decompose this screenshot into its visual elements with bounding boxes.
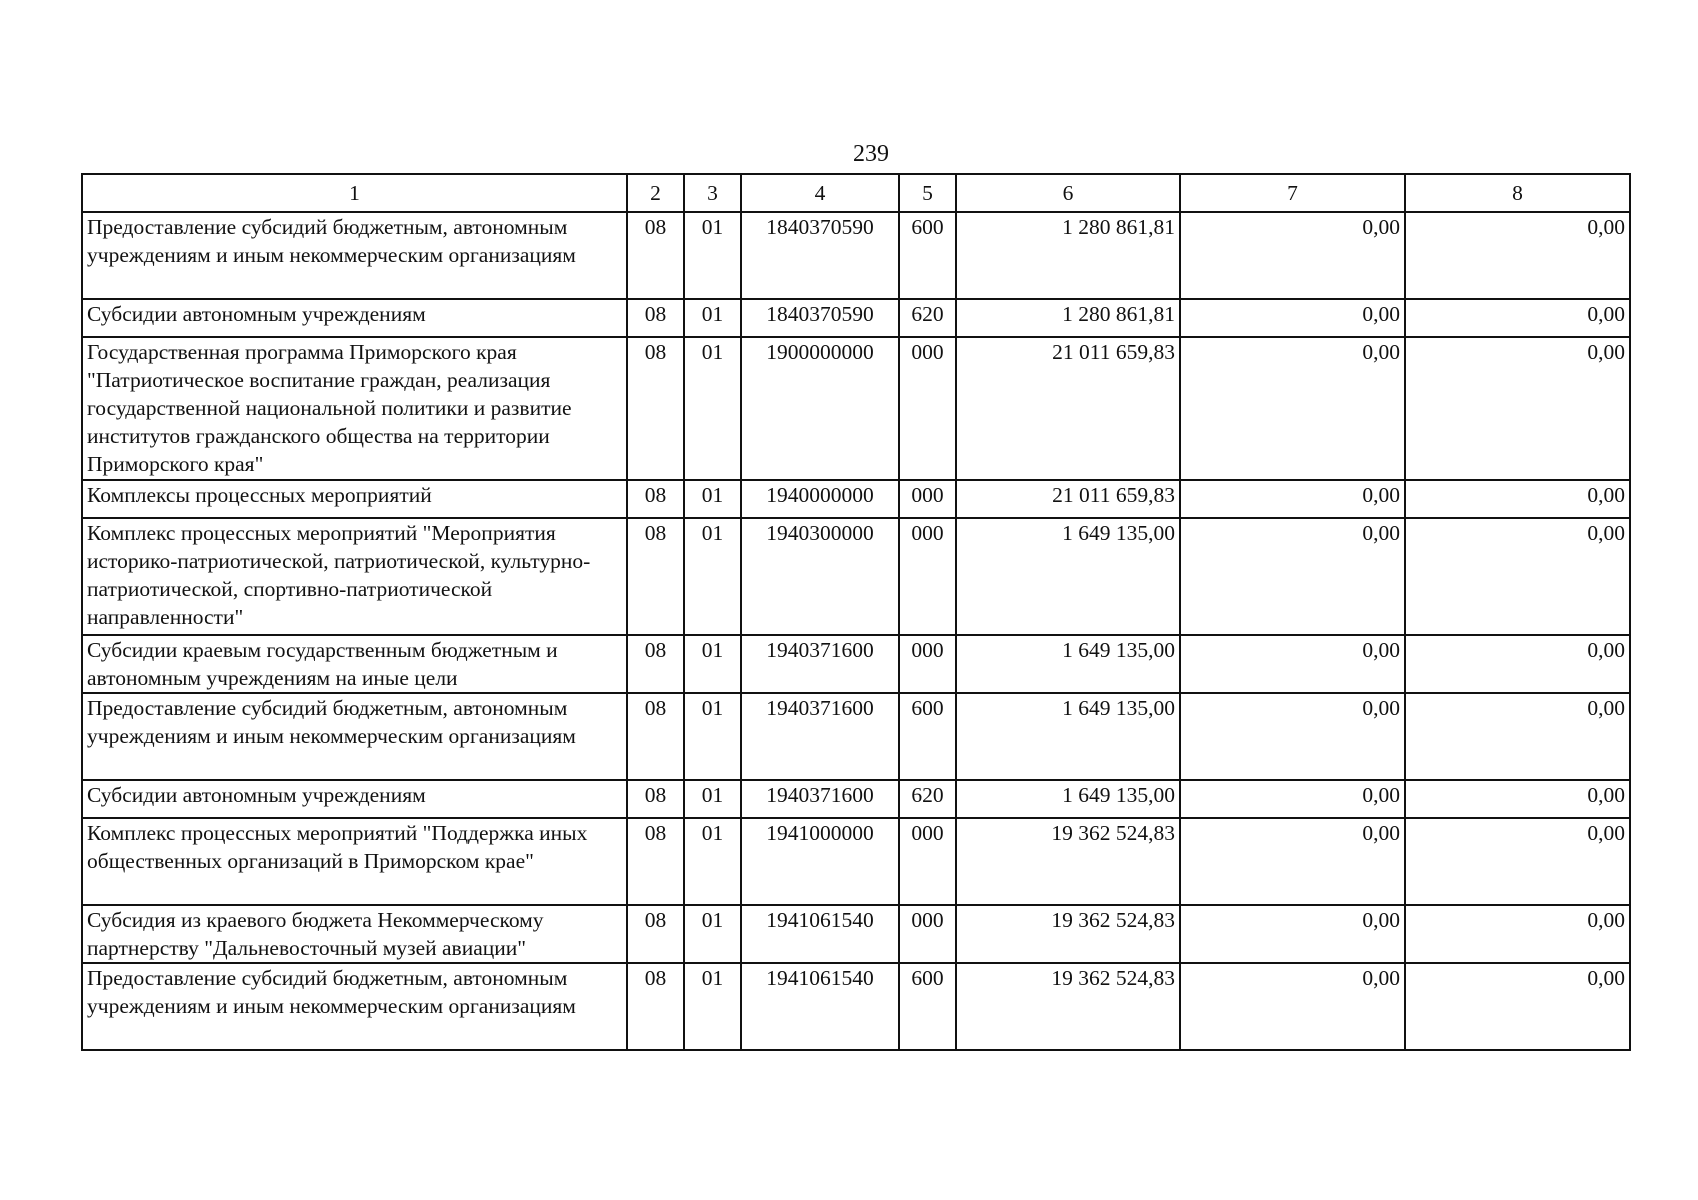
section-code: 08 bbox=[627, 299, 684, 337]
target-article-code: 1900000000 bbox=[741, 337, 899, 480]
column-header: 2 bbox=[627, 174, 684, 212]
target-article-code: 1940371600 bbox=[741, 635, 899, 693]
item-name: Государственная программа Приморского края "Патриотическое воспитание граждан, реализация государственной национальной политики и развитие институтов гражданского общества на территории Приморского края" bbox=[82, 337, 627, 480]
expense-type-code: 000 bbox=[899, 480, 956, 518]
section-code: 08 bbox=[627, 337, 684, 480]
subsection-code: 01 bbox=[684, 518, 741, 635]
target-article-code: 1940371600 bbox=[741, 780, 899, 818]
target-article-code: 1941000000 bbox=[741, 818, 899, 905]
item-name: Субсидии автономным учреждениям bbox=[82, 299, 627, 337]
amount-col-7: 0,00 bbox=[1180, 337, 1405, 480]
subsection-code: 01 bbox=[684, 480, 741, 518]
table-row bbox=[82, 212, 1630, 299]
amount-col-7: 0,00 bbox=[1180, 693, 1405, 780]
subsection-code: 01 bbox=[684, 635, 741, 693]
table-row bbox=[82, 905, 1630, 963]
expense-type-code: 000 bbox=[899, 518, 956, 635]
column-header: 4 bbox=[741, 174, 899, 212]
section-code: 08 bbox=[627, 905, 684, 963]
amount-col-7: 0,00 bbox=[1180, 818, 1405, 905]
subsection-code: 01 bbox=[684, 212, 741, 299]
column-header: 7 bbox=[1180, 174, 1405, 212]
section-code: 08 bbox=[627, 963, 684, 1050]
expense-type-code: 600 bbox=[899, 693, 956, 780]
amount-col-6: 1 649 135,00 bbox=[956, 518, 1180, 635]
item-name: Субсидии краевым государственным бюджетным и автономным учреждениям на иные цели bbox=[82, 635, 627, 693]
section-code: 08 bbox=[627, 780, 684, 818]
item-name: Предоставление субсидий бюджетным, автономным учреждениям и иным некоммерческим организациям bbox=[82, 212, 627, 299]
amount-col-8: 0,00 bbox=[1405, 963, 1630, 1050]
subsection-code: 01 bbox=[684, 905, 741, 963]
amount-col-6: 1 649 135,00 bbox=[956, 635, 1180, 693]
table-row bbox=[82, 299, 1630, 337]
amount-col-6: 1 649 135,00 bbox=[956, 693, 1180, 780]
table-row bbox=[82, 963, 1630, 1050]
item-name: Субсидия из краевого бюджета Некоммерческому партнерству "Дальневосточный музей авиации" bbox=[82, 905, 627, 963]
expense-type-code: 600 bbox=[899, 963, 956, 1050]
target-article-code: 1940371600 bbox=[741, 693, 899, 780]
amount-col-8: 0,00 bbox=[1405, 635, 1630, 693]
target-article-code: 1840370590 bbox=[741, 212, 899, 299]
expense-type-code: 000 bbox=[899, 818, 956, 905]
amount-col-7: 0,00 bbox=[1180, 905, 1405, 963]
column-header: 8 bbox=[1405, 174, 1630, 212]
amount-col-7: 0,00 bbox=[1180, 635, 1405, 693]
amount-col-8: 0,00 bbox=[1405, 337, 1630, 480]
amount-col-8: 0,00 bbox=[1405, 818, 1630, 905]
subsection-code: 01 bbox=[684, 299, 741, 337]
table-row bbox=[82, 480, 1630, 518]
column-header: 3 bbox=[684, 174, 741, 212]
item-name: Комплекс процессных мероприятий "Поддержка иных общественных организаций в Приморском крае" bbox=[82, 818, 627, 905]
subsection-code: 01 bbox=[684, 818, 741, 905]
amount-col-7: 0,00 bbox=[1180, 299, 1405, 337]
table-row bbox=[82, 693, 1630, 780]
amount-col-7: 0,00 bbox=[1180, 963, 1405, 1050]
subsection-code: 01 bbox=[684, 963, 741, 1050]
amount-col-8: 0,00 bbox=[1405, 905, 1630, 963]
expense-type-code: 620 bbox=[899, 299, 956, 337]
section-code: 08 bbox=[627, 693, 684, 780]
section-code: 08 bbox=[627, 518, 684, 635]
amount-col-6: 19 362 524,83 bbox=[956, 905, 1180, 963]
amount-col-8: 0,00 bbox=[1405, 780, 1630, 818]
subsection-code: 01 bbox=[684, 780, 741, 818]
amount-col-6: 19 362 524,83 bbox=[956, 818, 1180, 905]
target-article-code: 1941061540 bbox=[741, 905, 899, 963]
item-name: Предоставление субсидий бюджетным, автономным учреждениям и иным некоммерческим организациям bbox=[82, 963, 627, 1050]
table-row bbox=[82, 818, 1630, 905]
target-article-code: 1941061540 bbox=[741, 963, 899, 1050]
expense-type-code: 000 bbox=[899, 337, 956, 480]
amount-col-7: 0,00 bbox=[1180, 780, 1405, 818]
item-name: Комплекс процессных мероприятий "Мероприятия историко-патриотической, патриотической, культурно-патриотической, спортивно-патриотической направленности" bbox=[82, 518, 627, 635]
item-name: Комплексы процессных мероприятий bbox=[82, 480, 627, 518]
section-code: 08 bbox=[627, 212, 684, 299]
section-code: 08 bbox=[627, 818, 684, 905]
amount-col-6: 1 280 861,81 bbox=[956, 299, 1180, 337]
item-name: Субсидии автономным учреждениям bbox=[82, 780, 627, 818]
amount-col-8: 0,00 bbox=[1405, 693, 1630, 780]
target-article-code: 1840370590 bbox=[741, 299, 899, 337]
amount-col-6: 19 362 524,83 bbox=[956, 963, 1180, 1050]
amount-col-8: 0,00 bbox=[1405, 212, 1630, 299]
expense-type-code: 600 bbox=[899, 212, 956, 299]
amount-col-7: 0,00 bbox=[1180, 518, 1405, 635]
amount-col-8: 0,00 bbox=[1405, 299, 1630, 337]
subsection-code: 01 bbox=[684, 693, 741, 780]
table-row bbox=[82, 780, 1630, 818]
column-header: 1 bbox=[82, 174, 627, 212]
column-header: 6 bbox=[956, 174, 1180, 212]
amount-col-7: 0,00 bbox=[1180, 480, 1405, 518]
item-name: Предоставление субсидий бюджетным, автономным учреждениям и иным некоммерческим организациям bbox=[82, 693, 627, 780]
column-header: 5 bbox=[899, 174, 956, 212]
page-number: 239 bbox=[853, 141, 889, 167]
amount-col-8: 0,00 bbox=[1405, 518, 1630, 635]
amount-col-6: 21 011 659,83 bbox=[956, 480, 1180, 518]
amount-col-6: 1 280 861,81 bbox=[956, 212, 1180, 299]
section-code: 08 bbox=[627, 635, 684, 693]
target-article-code: 1940000000 bbox=[741, 480, 899, 518]
expense-type-code: 620 bbox=[899, 780, 956, 818]
table-row bbox=[82, 518, 1630, 635]
amount-col-6: 21 011 659,83 bbox=[956, 337, 1180, 480]
section-code: 08 bbox=[627, 480, 684, 518]
expense-type-code: 000 bbox=[899, 905, 956, 963]
amount-col-7: 0,00 bbox=[1180, 212, 1405, 299]
expense-type-code: 000 bbox=[899, 635, 956, 693]
amount-col-8: 0,00 bbox=[1405, 480, 1630, 518]
subsection-code: 01 bbox=[684, 337, 741, 480]
target-article-code: 1940300000 bbox=[741, 518, 899, 635]
table-row bbox=[82, 635, 1630, 693]
header-row bbox=[82, 174, 1630, 212]
amount-col-6: 1 649 135,00 bbox=[956, 780, 1180, 818]
table-row bbox=[82, 337, 1630, 480]
budget-table bbox=[81, 173, 1631, 1051]
